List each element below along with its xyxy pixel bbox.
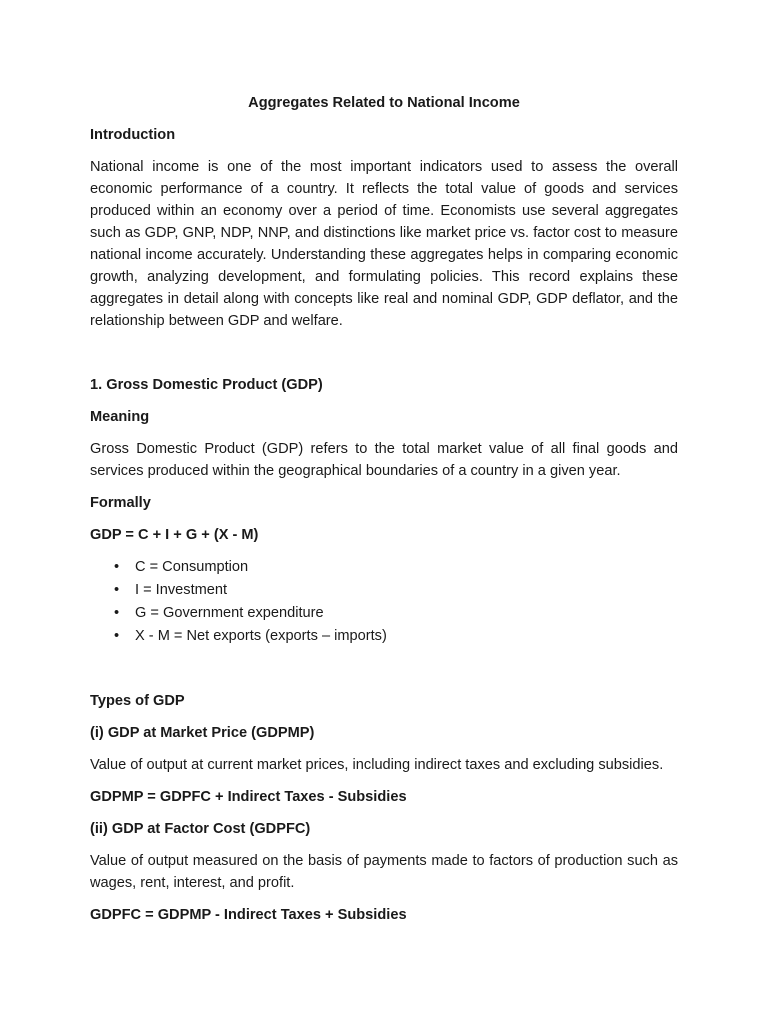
gdp-section-heading: 1. Gross Domestic Product (GDP) [90, 377, 323, 393]
formally-heading: Formally [90, 495, 151, 511]
intro-heading: Introduction [90, 127, 176, 143]
list-item-text: I = Investment [135, 582, 228, 598]
gdp-formula: GDP = C + I + G + (X - M) [90, 527, 259, 543]
list-item [90, 556, 678, 579]
bullet-icon: • [114, 582, 120, 598]
list-item-text: X - M = Net exports (exports – imports) [135, 628, 387, 644]
bullet-icon: • [114, 628, 120, 644]
list-item [90, 625, 678, 648]
list-item-text: G = Government expenditure [135, 605, 324, 621]
document-title: Aggregates Related to National Income [248, 95, 520, 111]
factor-cost-paragraph: Value of output measured on the basis of payments made to factors of production such as wages, rent, interest, and profit. [90, 853, 678, 891]
factor-cost-heading: (ii) GDP at Factor Cost (GDPFC) [90, 821, 311, 837]
market-price-formula: GDPMP = GDPFC + Indirect Taxes - Subsidies [90, 789, 407, 805]
market-price-paragraph: Value of output at current market prices, including indirect taxes and excluding subsidies. [90, 757, 664, 773]
bullet-icon: • [114, 605, 120, 621]
meaning-heading: Meaning [90, 409, 150, 425]
intro-paragraph: National income is one of the most important indicators used to assess the overall economic performance of a country. It reflects the total value of goods and services produced within an economy over a period of time. Economists use several aggregates such as GDP, GNP, NDP, NNP, and distinctions like market price vs. factor cost to measure national income accurately. Understanding these aggregates helps in comparing economic growth, analyzing development, and formulating policies. This record explains these aggregates in detail along with concepts like real and nominal GDP, GDP deflator, and the relationship between GDP and welfare. [90, 159, 678, 329]
bullet-icon: • [114, 559, 120, 575]
gdp-components-list [90, 556, 678, 648]
list-item-text: C = Consumption [135, 559, 249, 575]
factor-cost-formula: GDPFC = GDPMP - Indirect Taxes + Subsidies [90, 907, 407, 923]
list-item [90, 579, 678, 602]
list-item [90, 602, 678, 625]
types-heading: Types of GDP [90, 693, 185, 709]
meaning-paragraph: Gross Domestic Product (GDP) refers to the total market value of all final goods and services produced within the geographical boundaries of a country in a given year. [90, 441, 678, 479]
market-price-heading: (i) GDP at Market Price (GDPMP) [90, 725, 315, 741]
document-page [90, 92, 678, 936]
section-spacer [90, 658, 678, 690]
section-spacer [90, 342, 678, 374]
